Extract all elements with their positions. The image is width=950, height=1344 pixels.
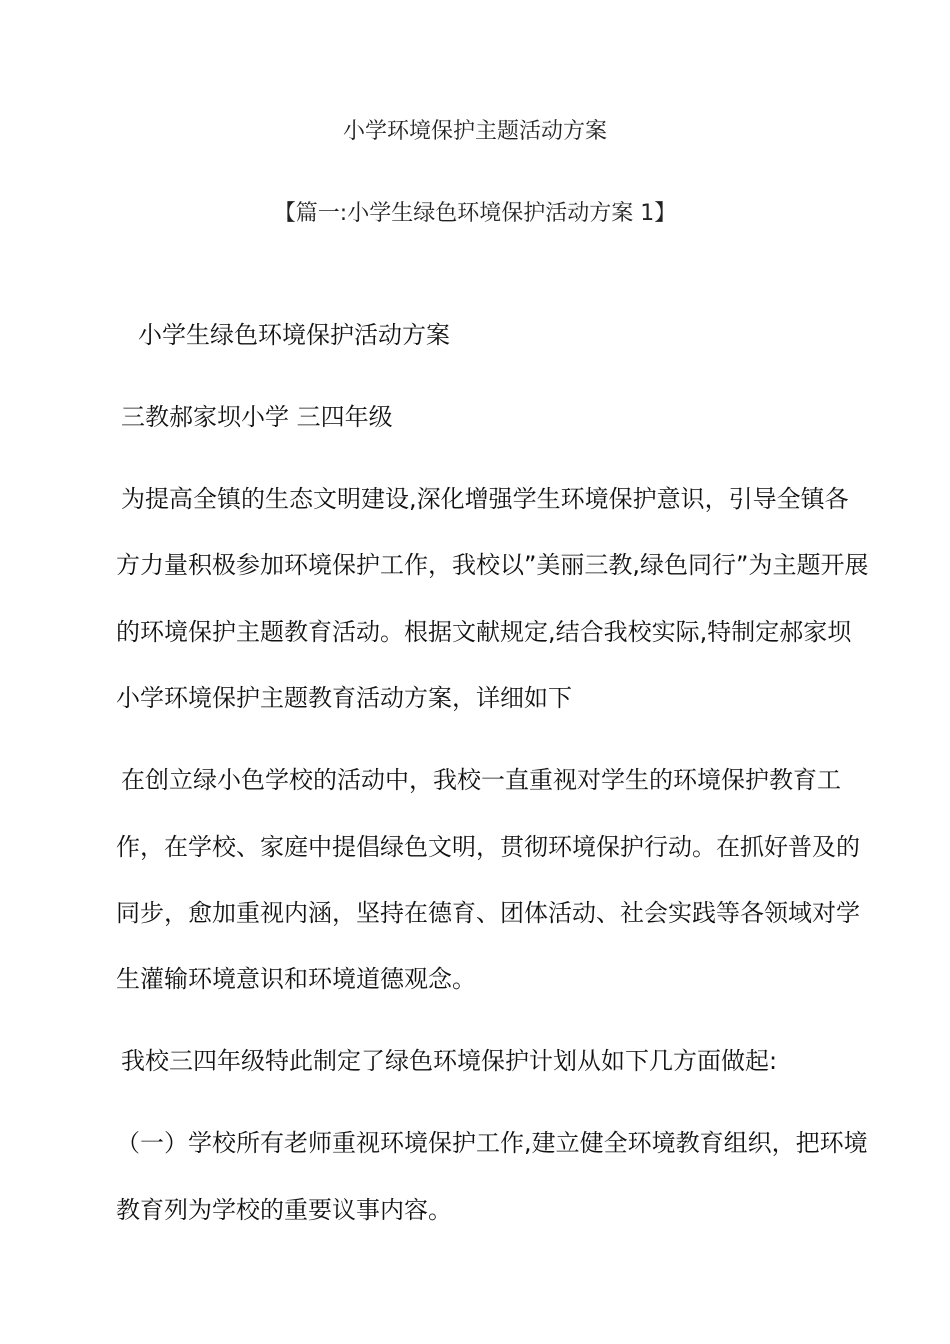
paragraph-line: 生灌输环境意识和环境道德观念。 <box>116 965 476 993</box>
document-title: 小学环境保护主题活动方案 <box>342 119 607 144</box>
document-subtitle: 【篇一:小学生绿色环境保护活动方案 1】 <box>273 201 677 226</box>
paragraph-line: 在创立绿小色学校的活动中，我校一直重视对学生的环境保护教育工 <box>121 766 841 794</box>
section-heading: 小学生绿色环境保护活动方案 <box>138 321 450 349</box>
paragraph-line: 作，在学校、家庭中提倡绿色文明，贯彻环境保护行动。在抓好普及的 <box>116 833 860 861</box>
paragraph-line: 小学环境保护主题教育活动方案，详细如下 <box>116 684 572 712</box>
school-line: 三教郝家坝小学 三四年级 <box>121 403 393 431</box>
paragraph-line: 教育列为学校的重要议事内容。 <box>116 1196 452 1224</box>
paragraph-line: 的环境保护主题教育活动。根据文献规定,结合我校实际,特制定郝家坝 <box>116 618 852 646</box>
paragraph-line: （一）学校所有老师重视环境保护工作,建立健全环境教育组织，把环境 <box>116 1129 868 1157</box>
paragraph-line: 同步，愈加重视内涵，坚持在德育、团体活动、社会实践等各领域对学 <box>116 899 860 927</box>
paragraph-line: 我校三四年级特此制定了绿色环境保护计划从如下几方面做起: <box>121 1047 778 1075</box>
paragraph-line: 方力量积极参加环境保护工作，我校以”美丽三教,绿色同行”为主题开展 <box>116 551 869 579</box>
paragraph-line: 为提高全镇的生态文明建设,深化增强学生环境保护意识，引导全镇各 <box>121 485 849 513</box>
